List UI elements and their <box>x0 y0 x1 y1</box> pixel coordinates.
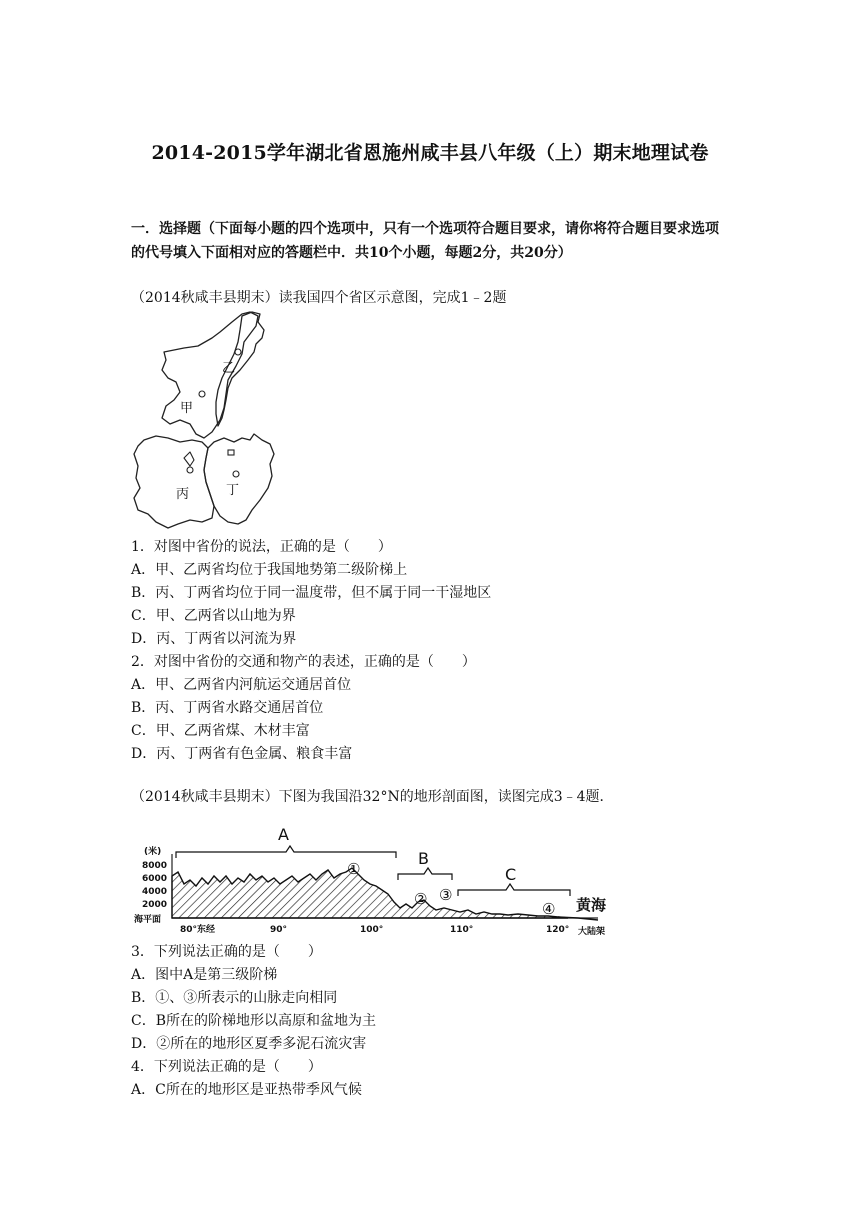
intro-q3-4: （2014秋咸丰县期末）下图为我国沿32°N的地形剖面图，读图完成3﹣4题． <box>131 789 614 805</box>
q4-stem: 4．下列说法正确的是（ ） <box>131 1059 322 1075</box>
map-label-bing: 丙 <box>176 487 190 502</box>
marker-2: ② <box>414 890 428 908</box>
region-label-b: B <box>418 849 429 868</box>
q1-option-b: B．丙、丁两省均位于同一温度带，但不属于同一干湿地区 <box>131 585 492 601</box>
section-heading: 一．选择题（下面每小题的四个选项中，只有一个选项符合题目要求，请你将符合题目要求选项的代号填入下面相对应的答题栏中．共10个小题，每题2分，共20分） <box>131 221 719 261</box>
y-tick-6000: 6000 <box>142 874 168 884</box>
q1-option-a: A．甲、乙两省均位于我国地势第二级阶梯上 <box>131 562 408 578</box>
q3-stem: 3．下列说法正确的是（ ） <box>131 944 322 960</box>
q3-option-a: A．图中A是第三级阶梯 <box>131 967 278 983</box>
brace-b <box>398 868 452 880</box>
province-ding-outline <box>204 434 274 524</box>
y-tick-4000: 4000 <box>142 887 168 897</box>
y-axis-unit: (米) <box>144 847 162 857</box>
x-tick-90: 90° <box>270 925 288 935</box>
province-map <box>128 308 288 533</box>
marker-1: ① <box>347 860 361 878</box>
q1-option-d: D．丙、丁两省以河流为界 <box>131 631 297 647</box>
terrain-profile <box>128 824 620 942</box>
capital-marker-yi <box>235 349 241 355</box>
q1-option-c: C．甲、乙两省以山地为界 <box>131 608 296 624</box>
q3-option-c: C．B所在的阶梯地形以高原和盆地为主 <box>131 1013 376 1029</box>
capital-marker-bing <box>187 467 193 473</box>
q3-option-d: D．②所在的地形区夏季多泥石流灾害 <box>131 1036 367 1052</box>
region-label-c: C <box>505 865 517 884</box>
map-label-jia: 甲 <box>180 401 194 416</box>
map-label-ding: 丁 <box>226 483 240 498</box>
x-tick-110: 110° <box>450 925 474 935</box>
x-tick-80: 80°东经 <box>180 925 216 935</box>
page-title: 2014-2015学年湖北省恩施州咸丰县八年级（上）期末地理试卷 <box>151 142 709 164</box>
marker-4: ④ <box>542 900 556 918</box>
brace-c <box>458 884 570 896</box>
intro-q1-2: （2014秋咸丰县期末）读我国四个省区示意图，完成1﹣2题 <box>131 290 507 306</box>
q3-option-b: B．①、③所表示的山脉走向相同 <box>131 990 338 1006</box>
coast-label: 大陆架 <box>578 927 606 937</box>
capital-marker-jia <box>199 391 205 397</box>
q2-stem: 2．对图中省份的交通和物产的表述，正确的是（ ） <box>131 654 476 670</box>
q2-option-d: D．丙、丁两省有色金属、粮食丰富 <box>131 746 353 762</box>
region-label-a: A <box>278 825 289 844</box>
capital-marker-ding-2 <box>228 450 234 455</box>
sea-label: 黄海 <box>576 896 607 914</box>
x-tick-120: 120° <box>546 925 570 935</box>
y-tick-2000: 2000 <box>142 900 168 910</box>
q2-option-a: A．甲、乙两省内河航运交通居首位 <box>131 677 352 693</box>
marker-3: ③ <box>439 886 453 904</box>
y-baseline-label: 海平面 <box>134 915 162 925</box>
y-tick-8000: 8000 <box>142 861 168 871</box>
province-jia-outline <box>162 312 258 438</box>
capital-marker-ding <box>233 471 239 477</box>
q2-option-c: C．甲、乙两省煤、木材丰富 <box>131 723 310 739</box>
map-label-yi: 乙 <box>222 361 236 376</box>
lake-icon <box>184 452 194 466</box>
x-tick-100: 100° <box>360 925 384 935</box>
brace-a <box>176 846 396 858</box>
q2-option-b: B．丙、丁两省水路交通居首位 <box>131 700 324 716</box>
q4-option-a: A．C所在的地形区是亚热带季风气候 <box>131 1082 362 1098</box>
q1-stem: 1．对图中省份的说法，正确的是（ ） <box>131 539 392 555</box>
province-bing-outline <box>134 436 214 528</box>
